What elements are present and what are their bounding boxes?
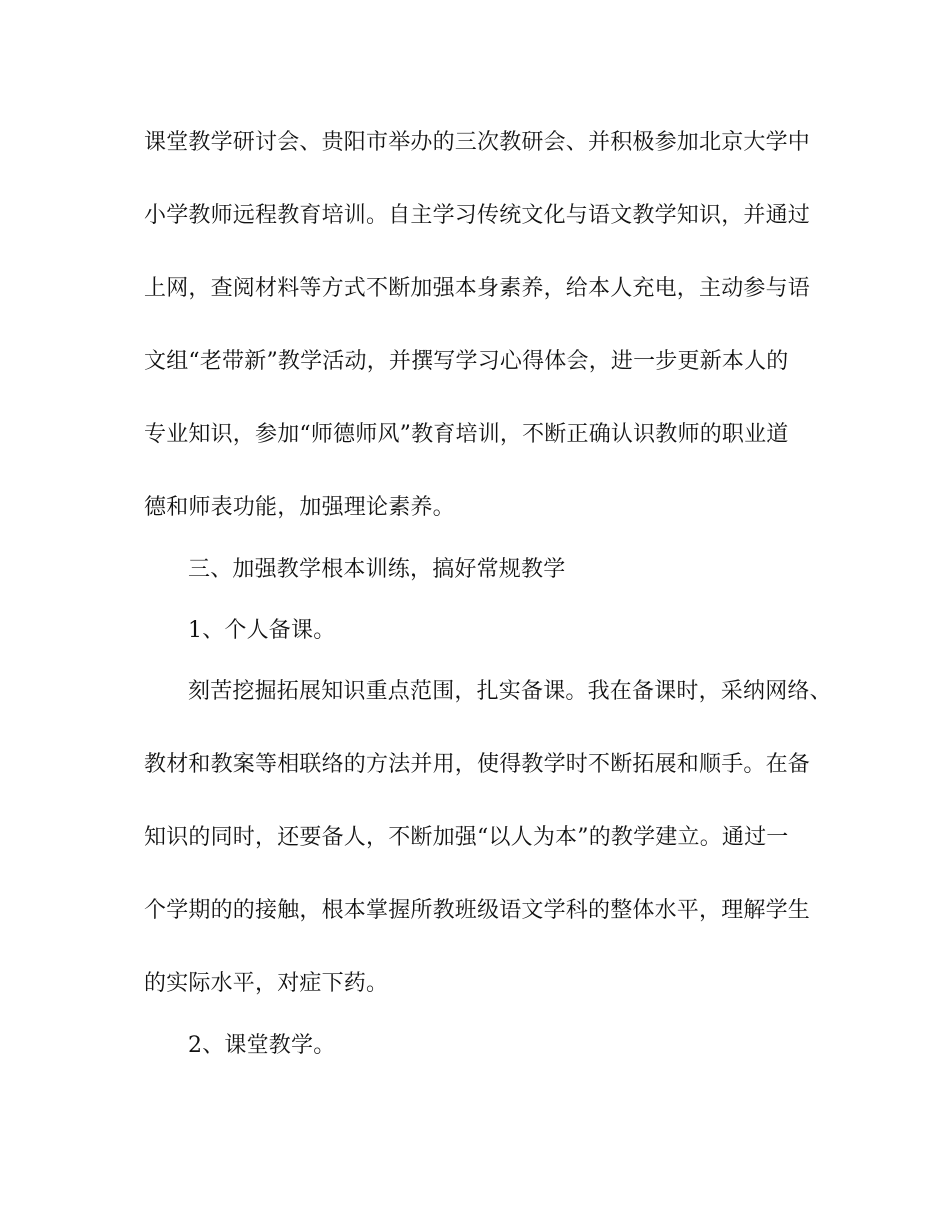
subsection-heading: 1、个人备课。 — [188, 618, 336, 643]
paragraph-line: 小学教师远程教育培训。自主学习传统文化与语文教学知识，并通过 — [144, 203, 811, 228]
paragraph-line: 德和师表功能，加强理论素养。 — [144, 495, 455, 520]
paragraph-line: 的实际水平，对症下药。 — [144, 971, 389, 996]
paragraph-line: 刻苦挖掘拓展知识重点范围，扎实备课。我在备课时，采纳网络、 — [188, 679, 832, 704]
section-heading: 三、加强教学根本训练，搞好常规教学 — [188, 557, 566, 582]
paragraph-line: 上网，查阅材料等方式不断加强本身素养，给本人充电，主动参与语 — [144, 276, 811, 301]
paragraph-line: 文组“老带新”教学活动，并撰写学习心得体会，进一步更新本人的 — [144, 349, 789, 374]
subsection-heading: 2、课堂教学。 — [188, 1033, 336, 1058]
paragraph-line: 课堂教学研讨会、贵阳市举办的三次教研会、并积极参加北京大学中 — [144, 130, 811, 155]
paragraph-line: 专业知识，参加“师德师风”教育培训，不断正确认识教师的职业道 — [144, 422, 789, 447]
paragraph-line: 知识的同时，还要备人，不断加强“以人为本”的教学建立。通过一 — [144, 825, 789, 850]
paragraph-line: 个学期的的接触，根本掌握所教班级语文学科的整体水平，理解学生 — [144, 898, 811, 923]
paragraph-line: 教材和教案等相联络的方法并用，使得教学时不断拓展和顺手。在备 — [144, 752, 811, 777]
